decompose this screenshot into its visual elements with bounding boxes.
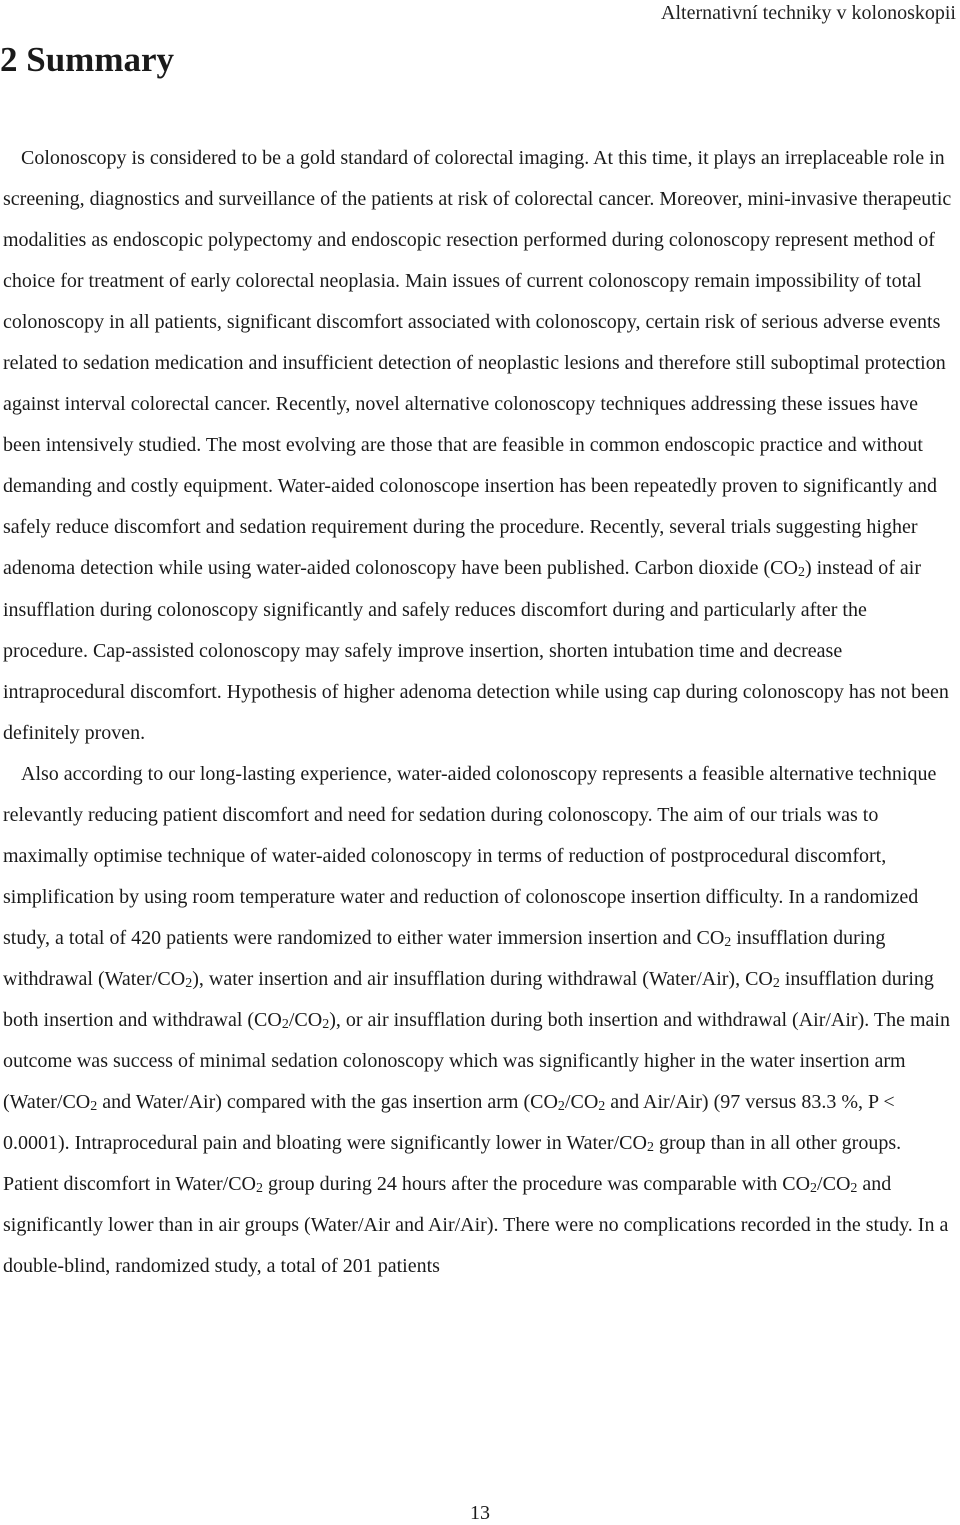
subscript: 2 — [281, 1016, 289, 1032]
subscript: 2 — [90, 1099, 98, 1115]
text-run: ) instead of air insufflation during colonoscopy significantly and safely reduces discomfort during and particularly after the procedure. Cap-assisted colonoscopy may safely improve insertion, shorten intubation time and decrease intraprocedural discomfort. Hypothesis of higher adenoma detection while using cap during colonoscopy has not been definitely proven. — [3, 557, 949, 744]
text-run: group during 24 hours after the procedure was comparable with CO — [262, 1173, 811, 1196]
paragraph-2 — [3, 754, 955, 1288]
text-run: Colonoscopy is considered to be a gold standard of colorectal imaging. At this time, it plays an irreplaceable role in screening, diagnostics and surveillance of the patients at risk of colorectal cancer. Moreover, mini-invasive therapeutic modalities as endoscopic polypectomy and endoscopic resection performed during colonoscopy represent method of choice for treatment of early colorectal neoplasia. Main issues of current colonoscopy remain impossibility of total colonoscopy in all patients, significant discomfort associated with colonoscopy, certain risk of serious adverse events related to sedation medication and insufficient detection of neoplastic lesions and therefore still suboptimal protection against interval colorectal cancer. Recently, novel alternative colonoscopy techniques addressing these issues have been intensively studied. The most evolving are those that are feasible in common endoscopic practice and without demanding and costly equipment. Water-aided colonoscope insertion has been repeatedly proven to significantly and safely reduce discomfort and sedation requirement during the procedure. Recently, several trials suggesting higher adenoma detection while using water-aided colonoscopy have been published. Carbon dioxide (CO — [3, 147, 952, 580]
text-run: /CO — [288, 1008, 323, 1031]
text-run: insufflation during withdrawal (Water/CO — [3, 926, 886, 990]
section-heading: 2 Summary — [0, 40, 175, 79]
subscript: 2 — [810, 1181, 818, 1197]
subscript: 2 — [772, 975, 780, 991]
page-number: 13 — [470, 1502, 490, 1524]
subscript: 2 — [797, 565, 805, 581]
subscript: 2 — [598, 1099, 606, 1115]
subscript: 2 — [255, 1181, 263, 1197]
text-run: and significantly lower than in air groups (Water/Air and Air/Air). There were no complications recorded in the study. In a double-blind, randomized study, a total of 201 patients — [3, 1173, 949, 1278]
text-run: Also according to our long-lasting experience, water-aided colonoscopy represents a feasible alternative technique relevantly reducing patient discomfort and need for sedation during colonoscopy. The aim of our trials was to maximally optimise technique of water-aided colonoscopy in terms of reduction of postprocedural discomfort, simplification by using room temperature water and reduction of colonoscope insertion difficulty. In a randomized study, a total of 420 patients were randomized to either water immersion insertion and CO — [3, 762, 937, 949]
text-run: ), water insertion and air insufflation during withdrawal (Water/Air), CO — [192, 967, 773, 990]
text-run: insufflation during both insertion and withdrawal (CO — [3, 967, 934, 1031]
summary-body — [3, 138, 955, 1287]
paragraph-1 — [3, 138, 955, 754]
subscript: 2 — [322, 1016, 330, 1032]
text-run: and Air/Air) (97 versus 83.3 %, P < 0.0001). Intraprocedural pain and bloating were significantly lower in Water/CO — [3, 1091, 895, 1155]
subscript: 2 — [646, 1140, 654, 1156]
text-run: /CO — [817, 1173, 851, 1196]
running-header: Alternativní techniky v kolonoskopii — [661, 2, 956, 24]
subscript: 2 — [185, 975, 193, 991]
text-run: /CO — [564, 1091, 599, 1114]
text-run: ), or air insufflation during both insertion and withdrawal (Air/Air). The main outcome was success of minimal sedation colonoscopy which was significantly higher in the water insertion arm (Water/CO — [3, 1008, 950, 1114]
text-run: and Water/Air) compared with the gas insertion arm (CO — [97, 1091, 558, 1114]
subscript: 2 — [724, 934, 732, 950]
text-run: group than in all other groups. Patient discomfort in Water/CO — [3, 1132, 902, 1196]
subscript: 2 — [557, 1099, 565, 1115]
subscript: 2 — [850, 1181, 858, 1197]
